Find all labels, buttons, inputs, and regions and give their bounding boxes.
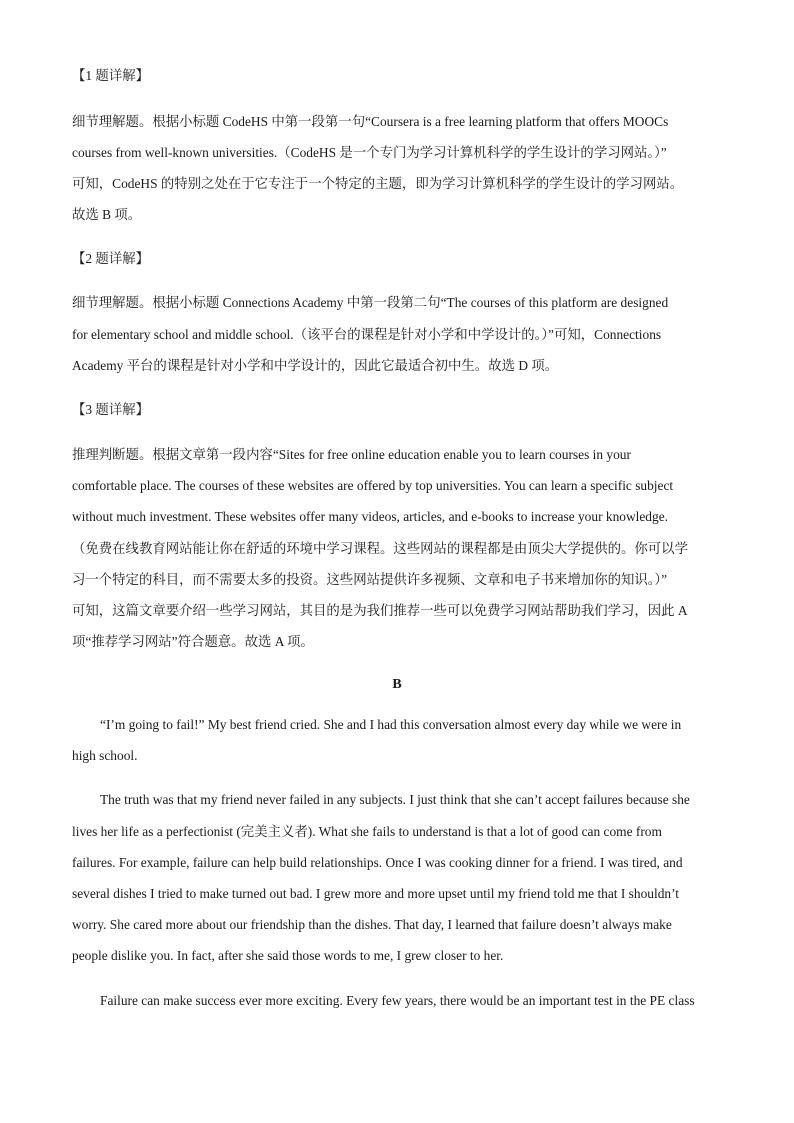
b-p2-line-4: several dishes I tried to make turned out bad. I grew more and more upset until my friend told me that I shouldn’t [72,886,680,901]
b-p2-line-6: people dislike you. In fact, after she said those words to me, I grew closer to her. [72,948,504,963]
b-p2-line-1: The truth was that my friend never failed in any subjects. I just think that she can’t accept failures because she [100,792,690,807]
q3-line-6: 可知，这篇文章要介绍一些学习网站，其目的是为我们推荐一些可以免费学习网站帮助我们学习，因此 A [72,603,688,618]
q1-line-4: 故选 B 项。 [72,207,142,222]
b-p2-line-2: lives her life as a perfectionist (完美主义者). What she fails to understand is that a lot of good can come from [72,824,662,839]
q1-heading: 【1 题详解】 [72,68,149,83]
q2-heading: 【2 题详解】 [72,251,149,266]
q1-line-1: 细节理解题。根据小标题 CodeHS 中第一段第一句“Coursera is a free learning platform that offers MOOCs [72,114,669,129]
b-p3-line-1: Failure can make success ever more exciting. Every few years, there would be an important test in the PE class [100,993,695,1008]
q2-line-3: Academy 平台的课程是针对小学和中学设计的，因此它最适合初中生。故选 D 项。 [72,358,559,373]
b-p2-line-5: worry. She cared more about our friendship than the dishes. That day, I learned that failure doesn’t always make [72,917,672,932]
q3-line-5: 习一个特定的科目，而不需要太多的投资。这些网站提供许多视频、文章和电子书来增加你的知识。）” [72,572,668,587]
q1-line-2: courses from well-known universities.（CodeHS 是一个专门为学习计算机科学的学生设计的学习网站。）” [72,145,667,160]
q3-line-1: 推理判断题。根据文章第一段内容“Sites for free online education enable you to learn courses in your [72,447,631,462]
section-b-title: B [392,677,402,692]
b-p1-line-1: “I’m going to fail!” My best friend cried. She and I had this conversation almost every day while we were in [100,717,682,732]
q3-line-3: without much investment. These websites offer many videos, articles, and e-books to increase your knowledge. [72,509,668,524]
b-p1-line-2: high school. [72,748,138,763]
q3-line-7: 项“推荐学习网站”符合题意。故选 A 项。 [72,634,314,649]
b-p2-line-3: failures. For example, failure can help build relationships. Once I was cooking dinner for a friend. I was tired, and [72,855,683,870]
q1-line-3: 可知，CodeHS 的特别之处在于它专注于一个特定的主题，即为学习计算机科学的学生设计的学习网站。 [72,176,684,191]
q2-line-1: 细节理解题。根据小标题 Connections Academy 中第一段第二句“The courses of this platform are designed [72,295,669,310]
q3-line-4: （免费在线教育网站能让你在舒适的环境中学习课程。这些网站的课程都是由顶尖大学提供的。你可以学 [72,541,688,556]
q3-line-2: comfortable place. The courses of these websites are offered by top universities. You can learn a specific subject [72,478,674,493]
q3-heading: 【3 题详解】 [72,402,149,417]
q2-line-2: for elementary school and middle school.（该平台的课程是针对小学和中学设计的。）”可知，Connections [72,327,662,342]
